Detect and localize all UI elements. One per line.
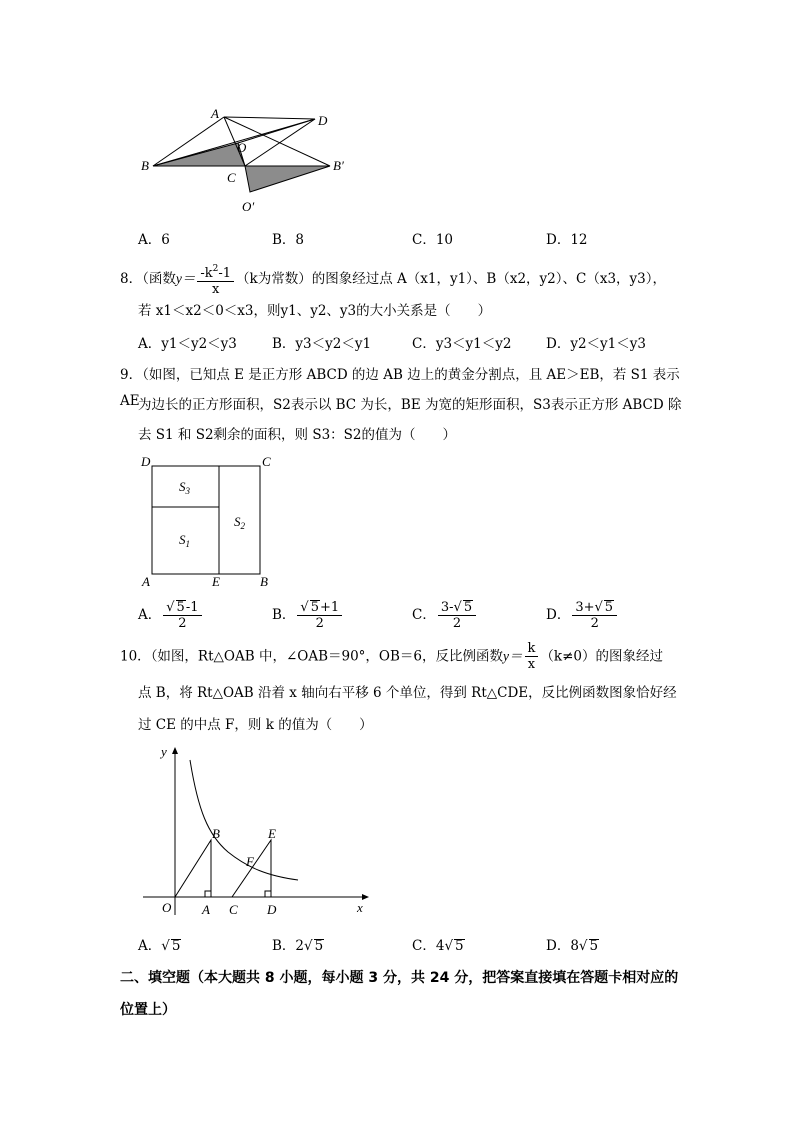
q9-option-a[interactable]: A． $\frac{√ 5-1}{2}$ <box>138 600 204 631</box>
q10-option-a[interactable]: A．√ 5 <box>138 938 181 954</box>
q9-number: 9． <box>120 367 143 383</box>
q9-label-S2: $S_2$ <box>234 514 245 531</box>
q9-option-c-rad: 5 <box>463 600 473 615</box>
q8-fraction <box>197 262 234 297</box>
q7-label-O: O <box>237 140 247 155</box>
q10-option-d-letter: D． <box>546 938 571 954</box>
q9-option-c-head: 3- <box>440 600 454 615</box>
q8-option-b[interactable]: B．y3＜y2＜y1 <box>272 336 372 352</box>
q10-label-F: F <box>246 854 254 869</box>
q8-numerator-exp: 2 <box>212 264 219 274</box>
section2-heading: 二、填空题（本大题共 8 小题，每小题 3 分，共 24 分，把答案直接填在答题卡相对应的位置上） <box>120 970 679 1018</box>
q10-option-d-coef: 8 <box>570 938 579 954</box>
q10-figure <box>138 740 378 920</box>
q9-label-E: E <box>212 574 220 589</box>
q10-line3: 过 CE 的中点 F，则 k 的值为（ ） <box>138 717 373 733</box>
q9-line3: 去 S1 和 S2剩余的面积，则 S3：S2的值为（ ） <box>138 427 457 443</box>
q9-label-D: D <box>141 454 151 469</box>
q9-label-A: A <box>142 574 150 589</box>
q10-label-y: y <box>161 744 167 759</box>
q9-figure <box>138 452 278 592</box>
q9-label-B: B <box>260 574 268 589</box>
q10-option-c-rad: 5 <box>455 938 464 954</box>
q9-option-a-letter: A． <box>138 607 162 623</box>
q8-option-a[interactable]: A．y1＜y2＜y3 <box>138 336 237 352</box>
q9-option-c-letter: C． <box>412 607 436 623</box>
q7-label-C: C <box>227 170 236 185</box>
q9-option-a-rad: 5 <box>176 600 185 615</box>
q10-label-B: B <box>212 826 220 841</box>
q9-line1-text: （如图，已知点 E 是正方形 ABCD 的边 AB 边上的黄金分割点，且 AE＞EB，若 S1 表示 AE <box>120 367 680 409</box>
q8-line2: 若 x1＜x2＜0＜x3，则y1、y2、y3的大小关系是（ ） <box>138 303 492 319</box>
q10-option-d[interactable]: D．8√ 5 <box>546 938 599 954</box>
q7-label-O-prime: O′ <box>242 199 255 214</box>
q10-label-x: x <box>357 900 363 915</box>
q10-number: 10． <box>120 648 151 665</box>
q9-option-b-rad: 5 <box>310 600 319 615</box>
q10-line2: 点 B，将 Rt△OAB 沿着 x 轴向右平移 6 个单位，得到 Rt△CDE，反比例函数图象恰好经 <box>138 685 677 701</box>
q10-right-angle-D <box>265 891 271 897</box>
q7-option-c[interactable]: C．10 <box>412 232 454 248</box>
q10-label-C: C <box>229 902 238 917</box>
q9-label-C: C <box>262 454 271 469</box>
q8-line1 <box>120 262 690 297</box>
q10-label-D: D <box>267 902 277 917</box>
q10-option-d-rad: 5 <box>589 938 599 954</box>
q10-label-A: A <box>202 902 210 917</box>
q7-option-d[interactable]: D．12 <box>546 232 588 248</box>
q10-denominator: x <box>527 657 536 672</box>
q10-option-b-rad: 5 <box>314 938 324 954</box>
q9-option-c[interactable]: C． $\frac{3-√ 5}{2}$ <box>412 600 478 631</box>
q10-option-c-coef: 4 <box>435 938 445 954</box>
q8-option-c[interactable]: C．y3＜y1＜y2 <box>412 336 512 352</box>
q10-label-O: O <box>162 900 172 915</box>
q9-square <box>152 466 260 574</box>
q10-fraction <box>525 642 539 672</box>
q10-option-b-letter: B． <box>272 938 296 954</box>
q9-option-d-den: 2 <box>590 616 599 631</box>
q9-option-c-den: 2 <box>452 616 462 631</box>
q7-label-B-prime: B′ <box>333 158 344 173</box>
q9-line2: 为边长的正方形面积，S2表示以 BC 为长，BE 为宽的矩形面积，S3表示正方形 ABCD 除 <box>138 397 682 413</box>
q10-right-angle-A <box>205 891 211 897</box>
q10-option-c[interactable]: C．4√ 5 <box>412 938 464 954</box>
q9-option-b-tail: +1 <box>320 600 340 615</box>
q10-option-a-letter: A． <box>138 938 162 954</box>
q8-numerator: -k <box>200 266 213 281</box>
q10-hyperbola <box>190 760 298 880</box>
q8-text-after: （k为常数）的图象经过点 A（x1，y1）、B（x2，y2）、C（x3，y3）， <box>236 271 667 287</box>
q7-label-A: A <box>211 106 219 121</box>
q7-figure <box>135 100 365 220</box>
q8-func-var: y＝ <box>175 271 196 286</box>
q9-option-a-tail: -1 <box>185 600 199 615</box>
q7-shaded-triangle-right <box>245 166 330 192</box>
q9-label-S3: $S_3$ <box>179 479 190 496</box>
q8-denominator: x <box>212 282 220 297</box>
q8-number: 8． <box>120 271 143 287</box>
q9-option-d-head: 3+ <box>575 600 595 615</box>
q10-option-c-letter: C． <box>412 938 436 954</box>
q10-line1-b: （k≠0）的图象经过 <box>540 648 663 665</box>
q10-line1 <box>120 642 690 672</box>
q9-option-d-rad: 5 <box>604 600 614 615</box>
q10-label-E: E <box>268 826 276 841</box>
q10-option-b-coef: 2 <box>295 938 305 954</box>
q7-label-D: D <box>318 113 328 128</box>
q10-triangle-OAB <box>175 840 211 897</box>
q10-option-a-rad: 5 <box>171 938 181 954</box>
q8-option-d[interactable]: D．y2＜y1＜y3 <box>546 336 646 352</box>
q9-option-d[interactable]: D． $\frac{3+√ 5}{2}$ <box>546 600 619 631</box>
q7-label-B: B <box>141 158 149 173</box>
q9-option-b-den: 2 <box>315 616 324 631</box>
q10-func-var: y＝ <box>503 648 523 664</box>
q9-option-b-letter: B． <box>272 607 296 623</box>
q8-numerator-tail: -1 <box>218 266 232 281</box>
q9-label-S1: $S_1$ <box>179 532 190 549</box>
q10-option-b[interactable]: B．2√ 5 <box>272 938 324 954</box>
q7-option-a[interactable]: A．6 <box>138 232 170 248</box>
q9-option-d-letter: D． <box>546 607 571 623</box>
q9-option-b[interactable]: B． $\frac{√ 5+1}{2}$ <box>272 600 344 631</box>
q9-option-a-den: 2 <box>178 616 187 631</box>
q7-shaded-triangle-left <box>153 143 245 166</box>
q7-option-b[interactable]: B．8 <box>272 232 305 248</box>
q10-numerator: k <box>525 642 539 657</box>
q8-text-before: （函数 <box>142 271 176 287</box>
q10-line1-a: （如图，Rt△OAB 中，∠OAB＝90°，OB＝6，反比例函数 <box>150 648 503 665</box>
